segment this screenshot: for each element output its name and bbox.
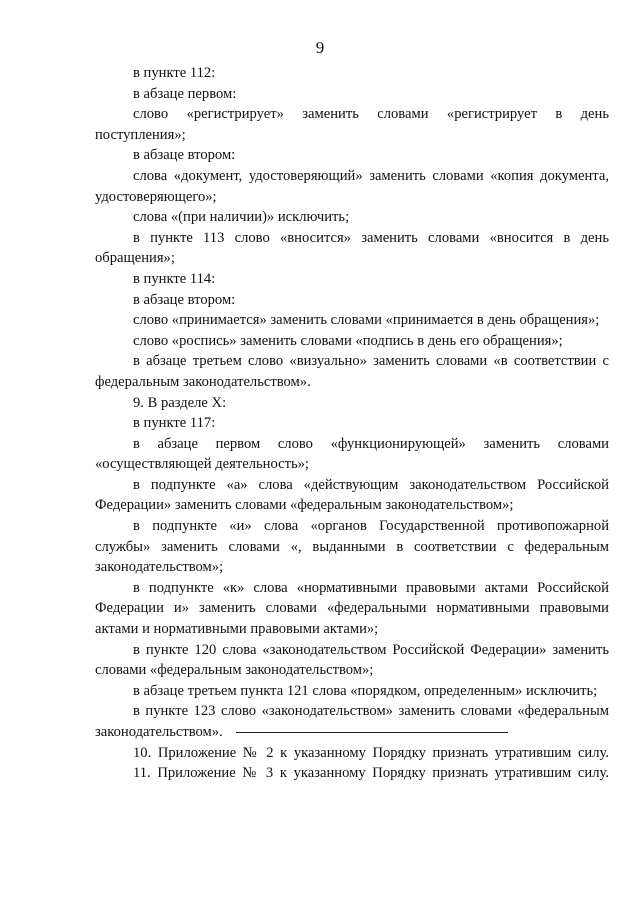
paragraph: в абзаце втором: [133,147,236,164]
paragraph: в пункте 113 слово «вносится» заменить словами «вносится в день обращения»; [95,229,609,267]
paragraph: слово «регистрирует» заменить словами «регистрирует в день поступления»; [95,106,609,143]
separator-line [236,732,508,733]
paragraph: 11. Приложение № 3 к указанному Порядку признать утратившим силу. [133,765,609,782]
paragraph: слова «(при наличии)» исключить; [133,209,350,226]
paragraph: в абзаце первом: [133,85,237,102]
paragraph: в абзаце третьем слово «визуально» заменить словами «в соответствии с федеральным законодательством». [95,353,609,390]
paragraph: в пункте 117: [133,415,216,432]
paragraph: в абзаце втором: [133,291,236,308]
paragraph: в подпункте «а» слова «действующим законодательством Российской Федерации» заменить словами «федеральным законодательством»; [95,476,609,514]
paragraph: слова «документ, удостоверяющий» заменить словами «копия документа, удостоверяющего»; [95,167,609,205]
paragraph: 9. В разделе X: [133,394,227,411]
paragraph: в пункте 120 слова «законодательством Российской Федерации» заменить словами «федеральным законодательством»; [95,641,609,679]
paragraph: в подпункте «и» слова «органов Государственной противопожарной службы» заменить словами «, выданными в соответствии с федеральным законодательством»; [95,518,609,576]
page-number: 9 [315,38,325,57]
paragraph: в подпункте «к» слова «нормативными правовыми актами Российской Федерации и» заменить словами «федеральными нормативными правовыми актами и нормативными правовыми актами»; [95,579,609,638]
paragraph: в пункте 123 слово «законодательством» заменить словами «федеральным законодательством». [95,703,609,740]
document-body [95,63,609,784]
paragraph: 10. Приложение № 2 к указанному Порядку признать утратившим силу. [133,744,609,761]
paragraph: слово «принимается» заменить словами «принимается в день обращения»; [133,312,600,329]
paragraph: в абзаце первом слово «функционирующей» заменить словами «осуществляющей деятельность»; [95,435,609,473]
paragraph: в пункте 112: [133,65,216,81]
paragraph: слово «роспись» заменить словами «подпись в день его обращения»; [133,332,563,349]
paragraph: в пункте 114: [133,270,216,287]
paragraph: в абзаце третьем пункта 121 слова «порядком, определенным» исключить; [133,682,598,699]
